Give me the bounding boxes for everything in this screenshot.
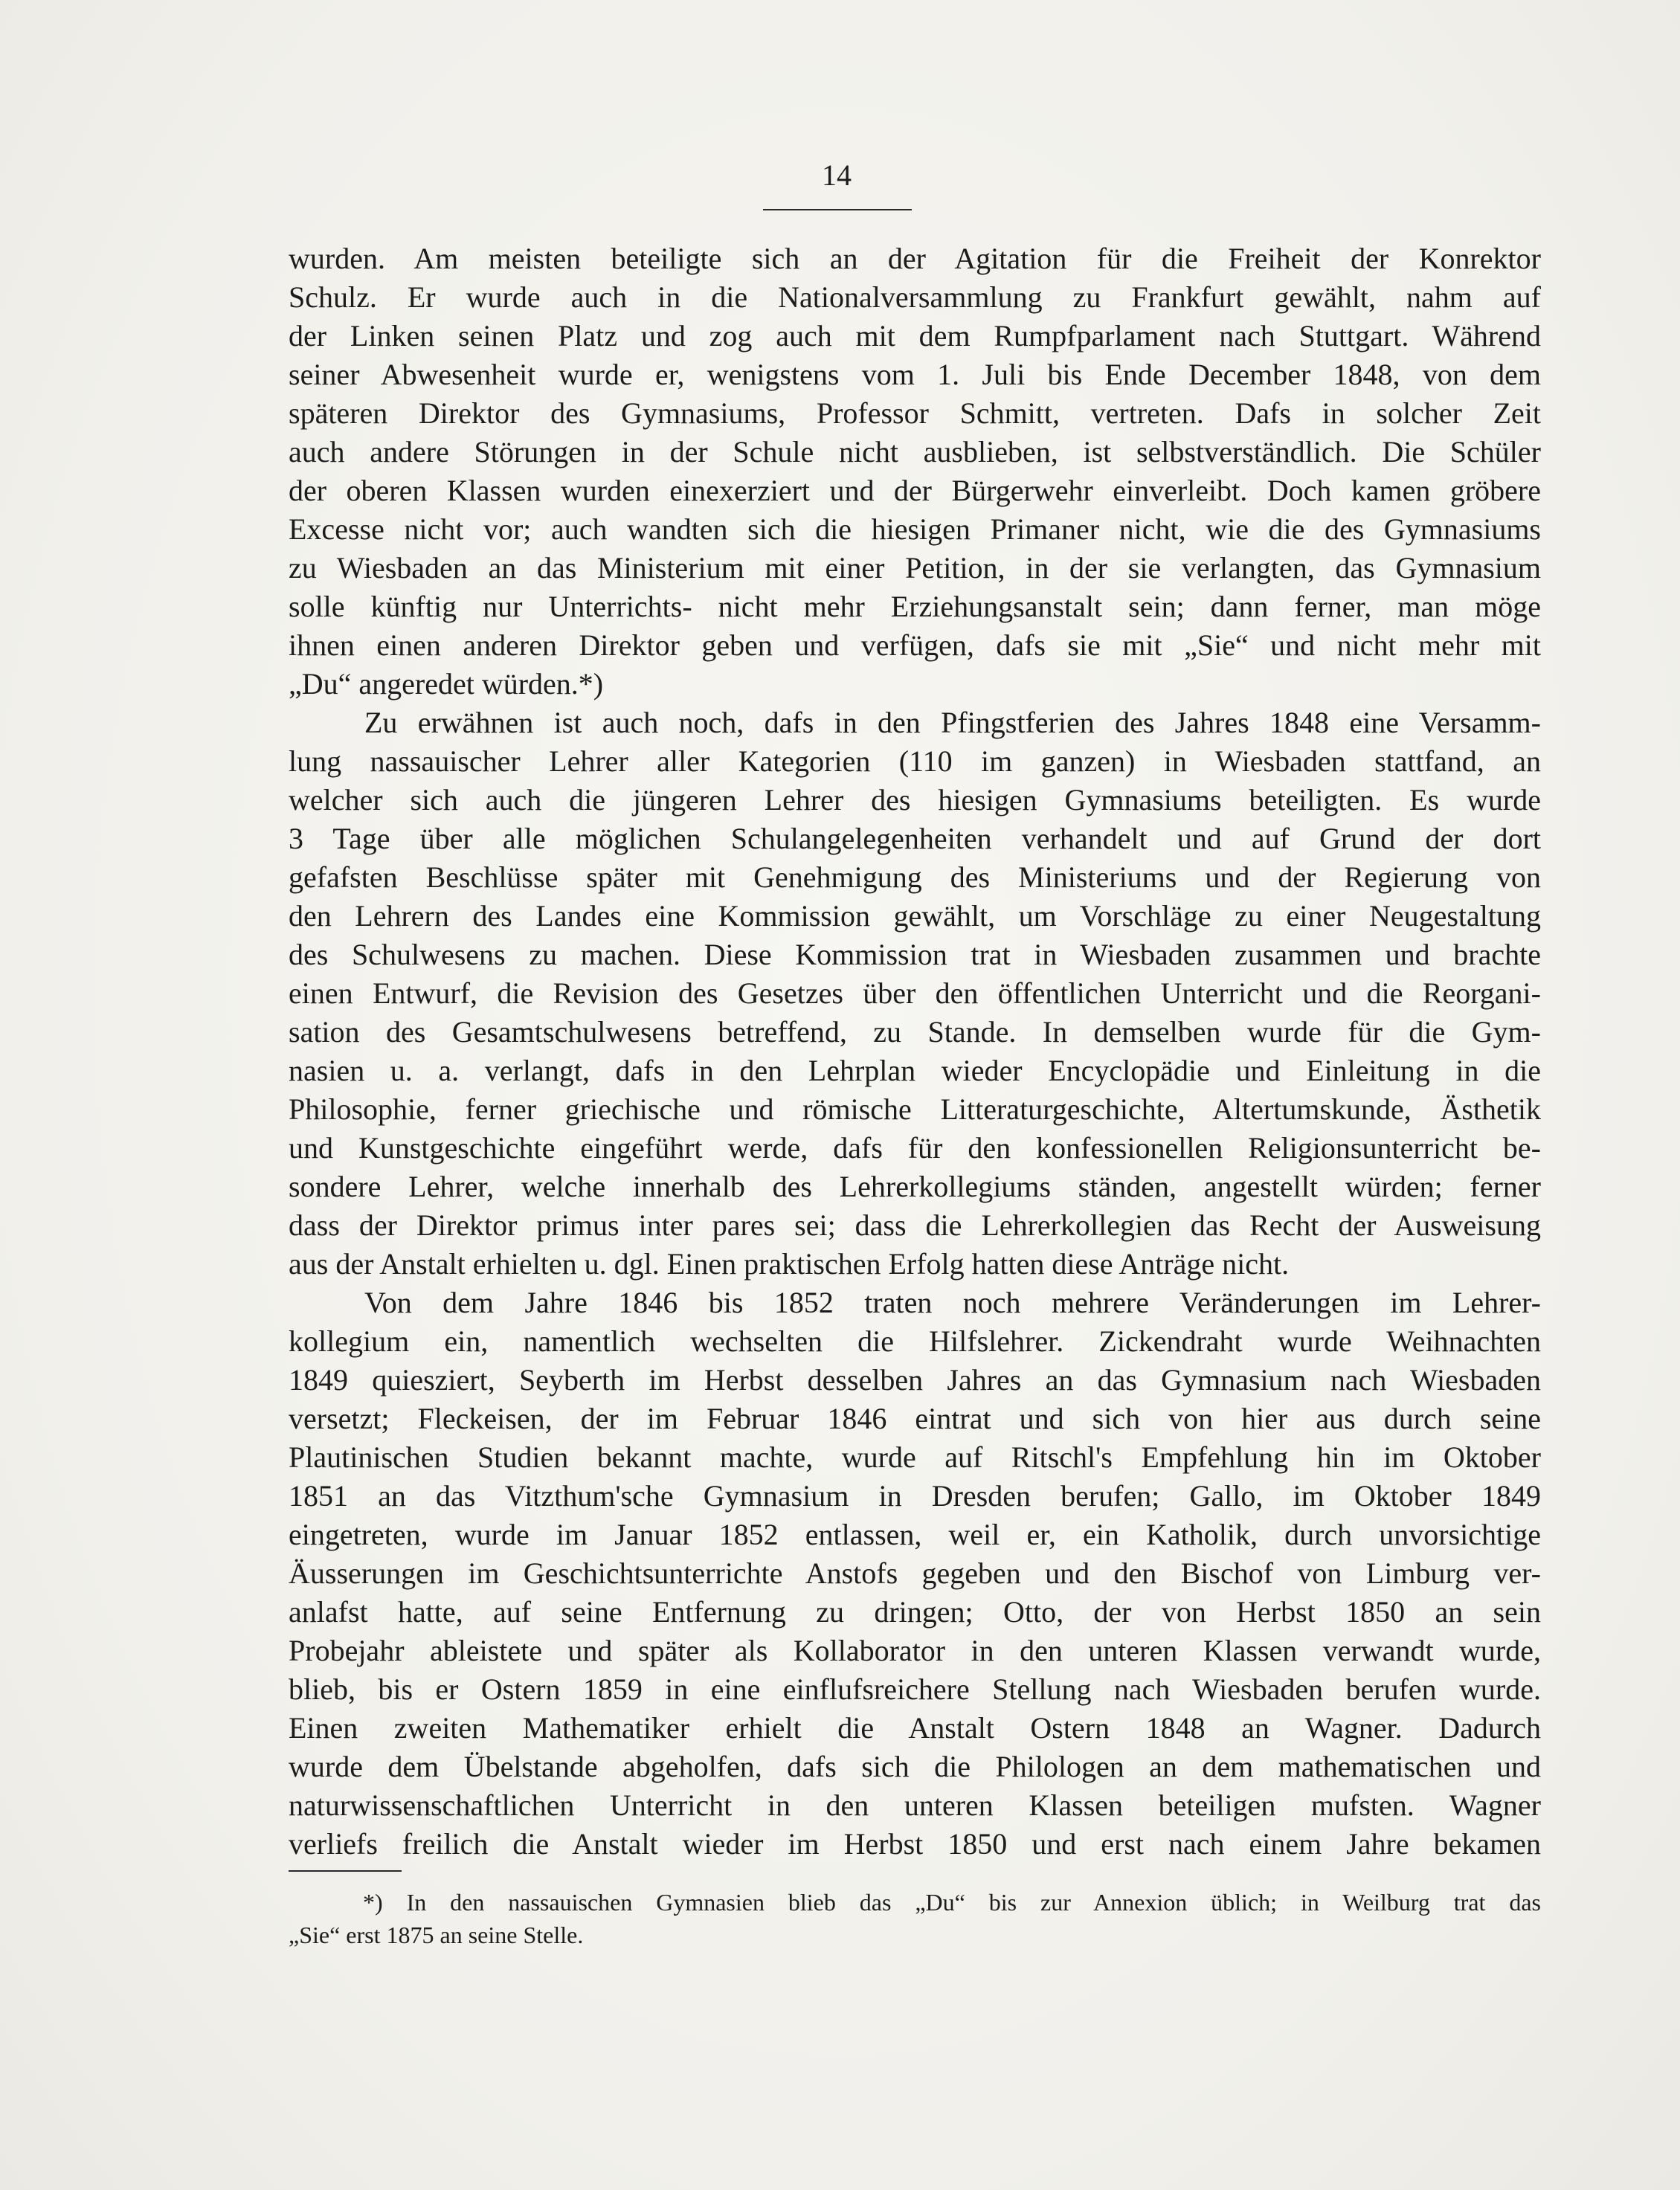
text-line: sondere Lehrer, welche innerhalb des Lehrerkollegiums ständen, angestellt würden; ferner — [289, 1170, 1541, 1203]
page-number-rule — [763, 209, 912, 210]
text-line: aus der Anstalt erhielten u. dgl. Einen praktischen Erfolg hatten diese Anträge nicht. — [289, 1247, 1290, 1281]
text-line: kollegium ein, namentlich wechselten die Hilfslehrer. Zickendraht wurde Weihnachten — [289, 1324, 1541, 1358]
text-line: seiner Abwesenheit wurde er, wenigstens vom 1. Juli bis Ende December 1848, von dem — [289, 358, 1541, 391]
text-line: 3 Tage über alle möglichen Schulangelegenheiten verhandelt und auf Grund der dort — [289, 822, 1541, 855]
text-line: sation des Gesamtschulwesens betreffend, zu Stande. In demselben wurde für die Gym- — [289, 1015, 1541, 1049]
text-line: der oberen Klassen wurden einexerziert und der Bürgerwehr einverleibt. Doch kamen gröbere — [289, 474, 1541, 507]
text-line: anlafst hatte, auf seine Entfernung zu dringen; Otto, der von Herbst 1850 an sein — [289, 1595, 1541, 1629]
text-line: „Du“ angeredet würden.*) — [289, 667, 604, 701]
text-line: zu Wiesbaden an das Ministerium mit einer Petition, in der sie verlangten, das Gymnasium — [289, 551, 1541, 584]
text-line: verliefs freilich die Anstalt wieder im Herbst 1850 und erst nach einem Jahre bekamen — [289, 1827, 1541, 1861]
text-line: versetzt; Fleckeisen, der im Februar 1846 eintrat und sich von hier aus durch seine — [289, 1402, 1541, 1435]
footnote-line: *) In den nassauischen Gymnasien blieb das „Du“ bis zur Annexion üblich; in Weilburg trat das — [363, 1889, 1541, 1916]
text-line: naturwissenschaftlichen Unterricht in den unteren Klassen beteiligen mufsten. Wagner — [289, 1788, 1541, 1822]
text-line: wurde dem Übelstande abgeholfen, dafs sich die Philologen an dem mathematischen und — [289, 1750, 1541, 1783]
text-line: den Lehrern des Landes eine Kommission gewählt, um Vorschläge zu einer Neugestaltung — [289, 899, 1541, 933]
text-line: Plautinischen Studien bekannt machte, wurde auf Ritschl's Empfehlung hin im Oktober — [289, 1440, 1541, 1474]
text-line: ihnen einen anderen Direktor geben und verfügen, dafs sie mit „Sie“ und nicht mehr mit — [289, 628, 1541, 662]
text-line: Excesse nicht vor; auch wandten sich die hiesigen Primaner nicht, wie die des Gymnasiums — [289, 512, 1541, 546]
text-line: solle künftig nur Unterrichts- nicht mehr Erziehungsanstalt sein; dann ferner, man möge — [289, 590, 1541, 623]
text-line: auch andere Störungen in der Schule nicht ausblieben, ist selbstverständlich. Die Schüler — [289, 435, 1541, 468]
footnotes — [289, 1886, 1541, 1951]
footnote-line: „Sie“ erst 1875 an seine Stelle. — [289, 1922, 584, 1948]
text-line: lung nassauischer Lehrer aller Kategorien (110 im ganzen) in Wiesbaden stattfand, an — [289, 744, 1541, 778]
text-line: Äusserungen im Geschichtsunterrichte Anstofs gegeben und den Bischof von Limburg ver- — [289, 1556, 1541, 1590]
text-line: welcher sich auch die jüngeren Lehrer des hiesigen Gymnasiums beteiligten. Es wurde — [289, 783, 1541, 817]
body-text — [289, 239, 1541, 1864]
text-line: und Kunstgeschichte eingeführt werde, dafs für den konfessionellen Religionsunterricht be- — [289, 1131, 1541, 1165]
text-line: Von dem Jahre 1846 bis 1852 traten noch mehrere Veränderungen im Lehrer- — [364, 1286, 1541, 1319]
footnote-rule — [289, 1870, 402, 1872]
text-line: 1849 quiesziert, Seyberth im Herbst desselben Jahres an das Gymnasium nach Wiesbaden — [289, 1363, 1541, 1397]
text-line: wurden. Am meisten beteiligte sich an der Agitation für die Freiheit der Konrektor — [289, 242, 1541, 275]
text-line: des Schulwesens zu machen. Diese Kommission trat in Wiesbaden zusammen und brachte — [289, 938, 1541, 971]
text-line: eingetreten, wurde im Januar 1852 entlassen, weil er, ein Katholik, durch unvorsichtige — [289, 1518, 1541, 1551]
text-line: dass der Direktor primus inter pares sei; dass die Lehrerkollegien das Recht der Ausweisung — [289, 1208, 1541, 1242]
text-line: Einen zweiten Mathematiker erhielt die Anstalt Ostern 1848 an Wagner. Dadurch — [289, 1711, 1541, 1745]
text-line: blieb, bis er Ostern 1859 in eine einflufsreichere Stellung nach Wiesbaden berufen wurde. — [289, 1672, 1541, 1706]
page-number: 14 — [822, 158, 852, 192]
text-line: einen Entwurf, die Revision des Gesetzes über den öffentlichen Unterricht und die Reorgani- — [289, 976, 1541, 1010]
text-line: späteren Direktor des Gymnasiums, Professor Schmitt, vertreten. Dafs in solcher Zeit — [289, 396, 1541, 430]
text-line: 1851 an das Vitzthum'sche Gymnasium in Dresden berufen; Gallo, im Oktober 1849 — [289, 1479, 1541, 1513]
text-line: Philosophie, ferner griechische und römische Litteraturgeschichte, Altertumskunde, Ästhetik — [289, 1092, 1541, 1126]
text-line: Zu erwähnen ist auch noch, dafs in den Pfingstferien des Jahres 1848 eine Versamm- — [364, 706, 1541, 739]
text-line: gefafsten Beschlüsse später mit Genehmigung des Ministeriums und der Regierung von — [289, 860, 1541, 894]
text-line: Probejahr ableistete und später als Kollaborator in den unteren Klassen verwandt wurde, — [289, 1634, 1541, 1667]
text-line: Schulz. Er wurde auch in die Nationalversammlung zu Frankfurt gewählt, nahm auf — [289, 280, 1541, 314]
text-line: nasien u. a. verlangt, dafs in den Lehrplan wieder Encyclopädie und Einleitung in die — [289, 1054, 1541, 1087]
text-line: der Linken seinen Platz und zog auch mit dem Rumpfparlament nach Stuttgart. Während — [289, 319, 1541, 352]
